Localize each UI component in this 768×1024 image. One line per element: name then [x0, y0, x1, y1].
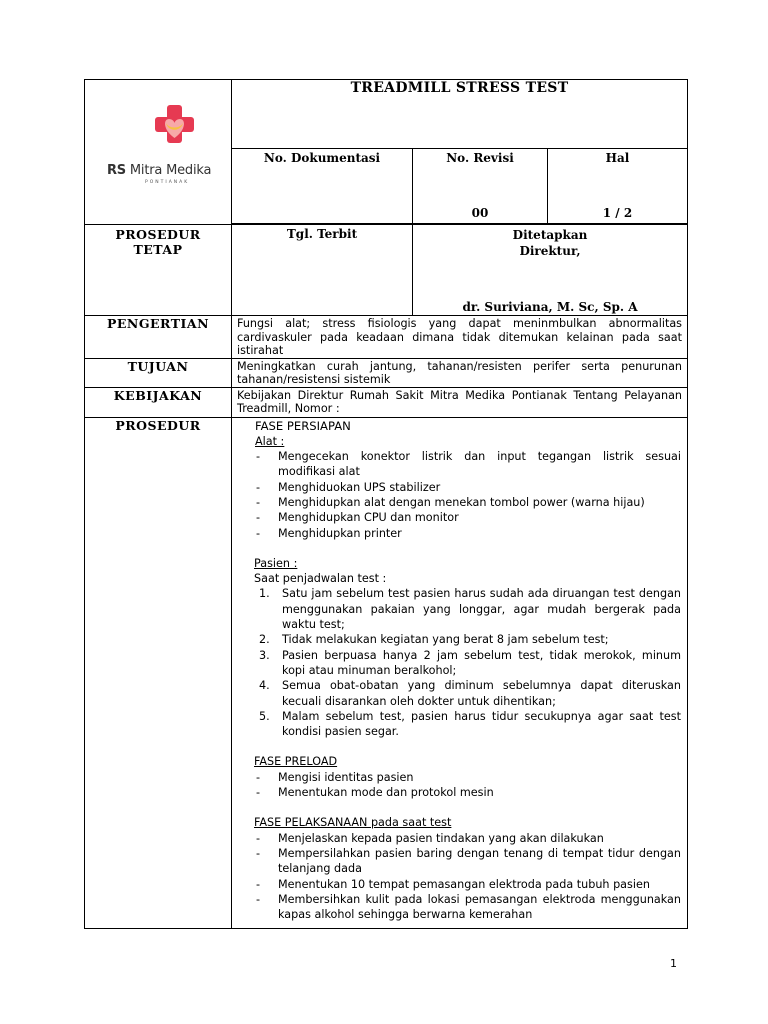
document-title: TREADMILL STRESS TEST — [232, 80, 688, 149]
pasien-label: Pasien : — [254, 556, 298, 570]
hospital-name: RS Mitra Medika — [107, 163, 212, 178]
list-item: - Menghiduokan UPS stabilizer — [254, 480, 681, 495]
page-label: Hal — [605, 151, 630, 165]
pasien-list — [254, 586, 681, 739]
list-item: - Menghidupkan alat dengan menekan tombol power (warna hijau) — [254, 495, 681, 510]
kebijakan-text: Kebijakan Direktur Rumah Sakit Mitra Medika Pontianak Tentang Pelayanan Treadmill, Nomor : — [232, 387, 688, 417]
list-item: 5. Malam sebelum test, pasien harus tidur secukupnya agar saat test kondisi pasien segar. — [259, 709, 682, 739]
issue-date-cell — [232, 225, 413, 316]
prosedur-label: PROSEDUR — [85, 417, 232, 929]
alat-label: Alat : — [255, 434, 285, 448]
page-value: 1 / 2 — [602, 206, 633, 220]
fase-preload-heading: FASE PRELOAD — [254, 755, 338, 769]
list-item: 3. Pasien berpuasa hanya 2 jam sebelum test, tidak merokok, minum kopi atau minuman beralkohol; — [259, 648, 682, 677]
director-label: Direktur, — [519, 244, 581, 258]
list-item: - Mengisi identitas pasien — [254, 770, 681, 785]
approved-label: Ditetapkan — [512, 228, 588, 242]
pengertian-text: Fungsi alat; stress fisiologis yang dapat meninmbulkan abnormalitas cardivaskuler pada keadaan dimana tidak ditemukan kelainan pada saat istirahat — [232, 316, 688, 359]
procedure-label-cell — [85, 225, 232, 316]
prosedur-content — [232, 417, 688, 929]
director-name: dr. Suriviana, M. Sc, Sp. A — [462, 300, 638, 314]
cross-heart-icon — [105, 104, 225, 164]
approval-cell — [413, 225, 688, 316]
list-item: - Mempersilahkan pasien baring dengan tenang di tempat tidur dengan telanjang dada — [254, 846, 681, 877]
fase-pelaksanaan-heading: FASE PELAKSANAAN pada saat test — [254, 816, 452, 830]
list-item: 4. Semua obat-obatan yang diminum sebelumnya dapat diteruskan kecuali disarankan oleh dokter untuk dihentikan; — [259, 679, 682, 708]
revision-label: No. Revisi — [446, 151, 514, 165]
tujuan-text: Meningkatkan curah jantung, tahanan/resisten perifer serta penurunan tahanan/resistensi sistemik — [232, 358, 688, 387]
page-cell — [548, 149, 688, 224]
list-item: - Mengecekan konektor listrik dan input tegangan listrik sesuai modifikasi alat — [254, 449, 681, 480]
hospital-city: PONTIANAK — [145, 180, 190, 185]
logo-cell — [85, 80, 232, 225]
doc-number-cell — [232, 149, 413, 224]
kebijakan-label: KEBIJAKAN — [85, 387, 232, 417]
issue-date-label: Tgl. Terbit — [286, 227, 358, 241]
list-item: - Menentukan 10 tempat pemasangan elektroda pada tubuh pasien — [254, 877, 681, 892]
pelaksanaan-list — [254, 831, 681, 923]
fase-persiapan-heading: FASE PERSIAPAN — [255, 418, 351, 433]
list-item: 1. Satu jam sebelum test pasien harus sudah ada diruangan test dengan menggunakan pakaian yang longgar, agar mudah bergerak pada waktu test; — [259, 587, 682, 632]
page-number: 1 — [670, 957, 677, 970]
pengertian-label: PENGERTIAN — [85, 316, 232, 359]
alat-list — [254, 449, 681, 541]
list-item: - Menghidupkan CPU dan monitor — [254, 510, 681, 525]
list-item: - Membersihkan kulit pada lokasi pemasangan elektroda menggunakan kapas alkohol sehingga berwarna kemerahan — [254, 892, 681, 923]
list-item: - Menghidupkan printer — [254, 526, 681, 541]
revision-value: 00 — [471, 206, 489, 220]
revision-cell — [413, 149, 548, 224]
procedure-label-line1: PROSEDUR — [115, 227, 201, 242]
doc-number-label: No. Dokumentasi — [263, 151, 381, 165]
sop-table — [84, 79, 688, 929]
procedure-label-line2: TETAP — [133, 242, 183, 257]
tujuan-label: TUJUAN — [85, 358, 232, 387]
jadwal-label: Saat penjadwalan test : — [254, 572, 387, 586]
list-item: 2. Tidak melakukan kegiatan yang berat 8 jam sebelum test; — [259, 633, 609, 647]
preload-list — [254, 770, 681, 801]
list-item: - Menjelaskan kepada pasien tindakan yang akan dilakukan — [254, 831, 681, 846]
hospital-logo — [105, 104, 225, 184]
list-item: - Menentukan mode dan protokol mesin — [254, 785, 681, 800]
